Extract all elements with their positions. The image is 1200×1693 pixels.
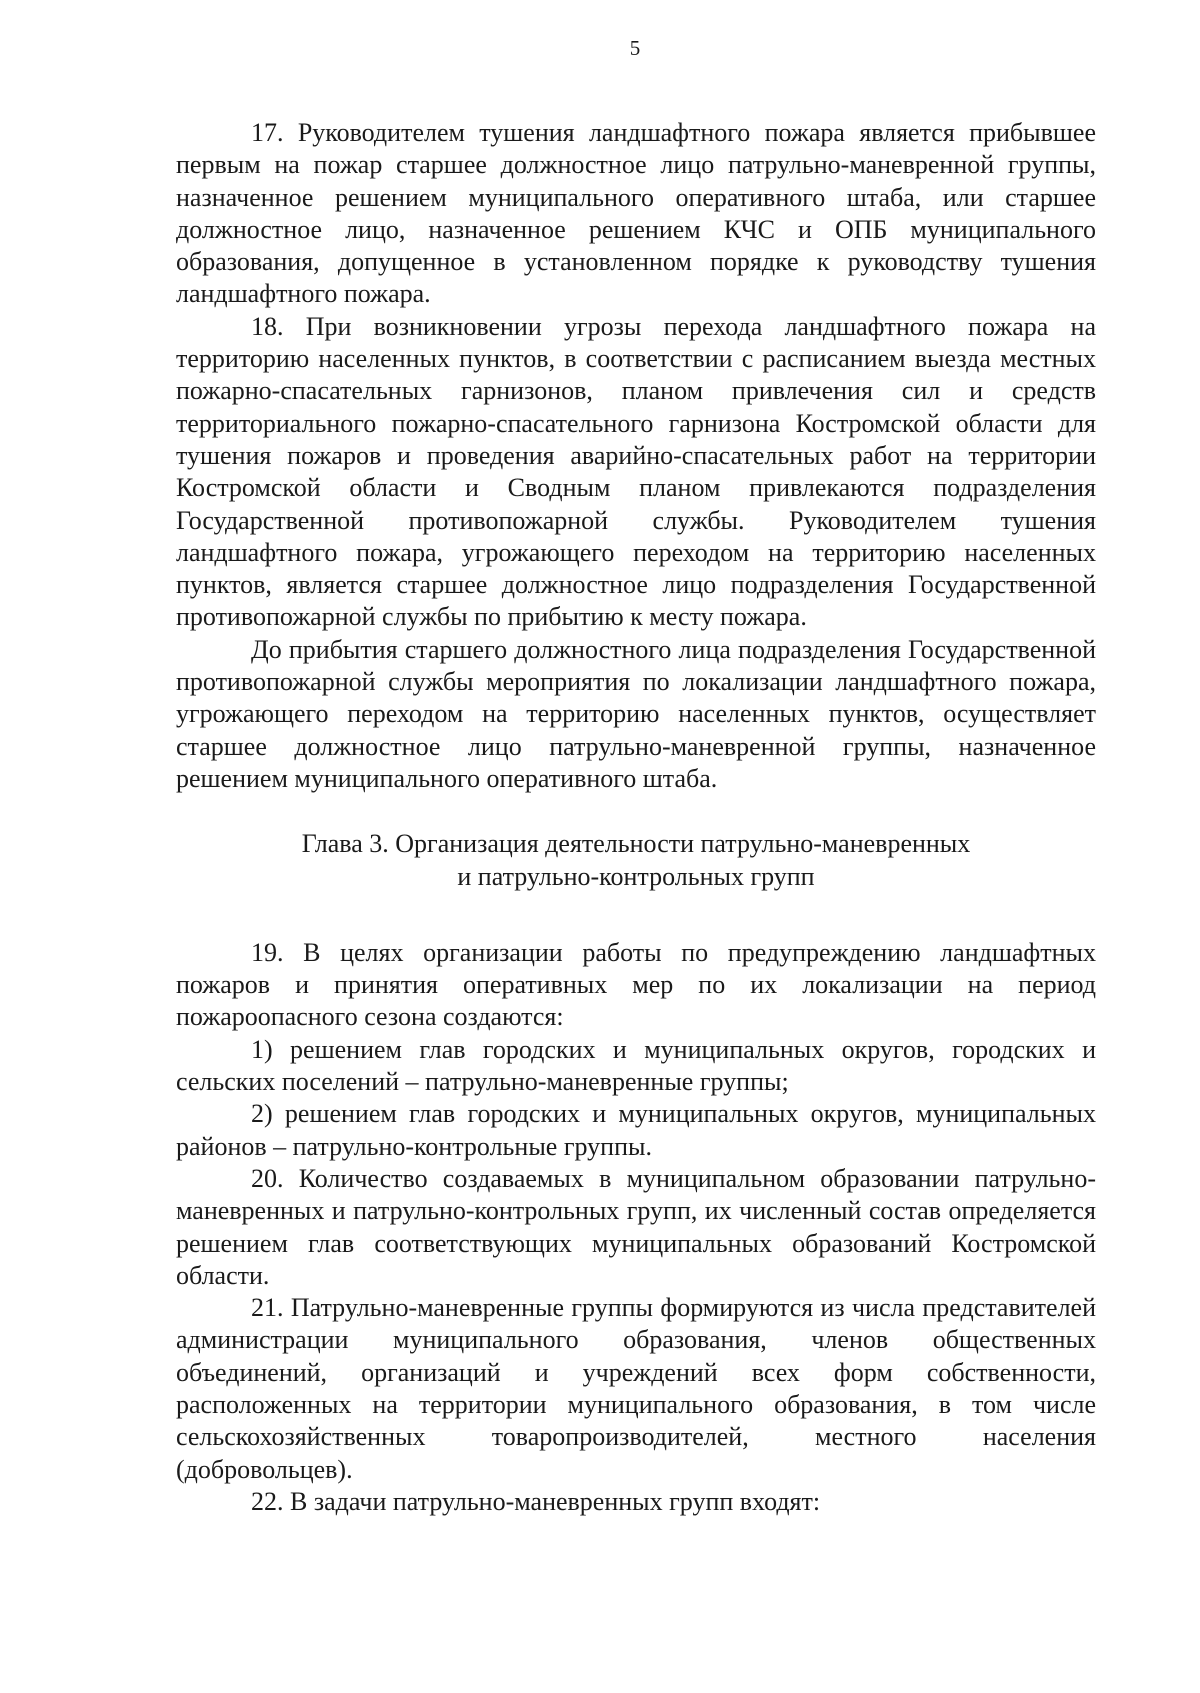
paragraph-17: 17. Руководителем тушения ландшафтного пожара является прибывшее первым на пожар старшее должностное лицо патрульно-маневренной группы, назначенное решением муниципального оперативного штаба, или старшее должностное лицо, назначенное решением КЧС и ОПБ муниципального образования, допущенное в установленном порядке к руководству тушения ландшафтного пожара. [176, 118, 1096, 309]
page-number: 5 [629, 36, 641, 60]
paragraph-21: 21. Патрульно-маневренные группы формируются из числа представителей администрации муниципального образования, членов общественных объединений, организаций и учреждений всех форм собственности, расположенных на территории муниципального образования, в том числе сельскохозяйственных товаропроизводителей, местного населения (добровольцев). [176, 1293, 1096, 1484]
chapter-heading-line-1: Глава 3. Организация деятельности патрульно-маневренных [301, 829, 971, 859]
paragraph-19-item-2: 2) решением глав городских и муниципальных округов, муниципальных районов – патрульно-контрольные группы. [176, 1099, 1096, 1161]
paragraph-19-item-1: 1) решением глав городских и муниципальных округов, городских и сельских поселений – патрульно-маневренные группы; [176, 1034, 1096, 1097]
paragraph-22: 22. В задачи патрульно-маневренных групп входят: [251, 1486, 821, 1516]
chapter-heading-line-2: и патрульно-контрольных групп [457, 861, 815, 891]
paragraph-18: 18. При возникновении угрозы перехода ландшафтного пожара на территорию населенных пунктов, в соответствии с расписанием выезда местных пожарно-спасательных гарнизонов, планом привлечения сил и средств территориального пожарно-спасательного гарнизона Костромской области для тушения пожаров и проведения аварийно-спасательных работ на территории Костромской области и Сводным планом привлекаются подразделения Государственной противопожарной службы. Руководителем тушения ландшафтного пожара, угрожающего переходом на территорию населенных пунктов, является старшее должностное лицо подразделения Государственной противопожарной службы по прибытию к месту пожара. [176, 311, 1096, 632]
chapter-heading [176, 828, 1096, 893]
paragraph-18-continuation: До прибытия старшего должностного лица подразделения Государственной противопожарной службы мероприятия по локализации ландшафтного пожара, угрожающего переходом на территорию населенных пунктов, осуществляет старшее должностное лицо патрульно-маневренной группы, назначенное решением муниципального оперативного штаба. [176, 634, 1096, 793]
document-body [176, 117, 1096, 1518]
paragraph-20: 20. Количество создаваемых в муниципальном образовании патрульно-маневренных и патрульно-контрольных групп, их численный состав определяется решением глав соответствующих муниципальных образований Костромской области. [176, 1163, 1096, 1290]
paragraph-19: 19. В целях организации работы по предупреждению ландшафтных пожаров и принятия оперативных мер по их локализации на период пожароопасного сезона создаются: [176, 937, 1096, 1032]
